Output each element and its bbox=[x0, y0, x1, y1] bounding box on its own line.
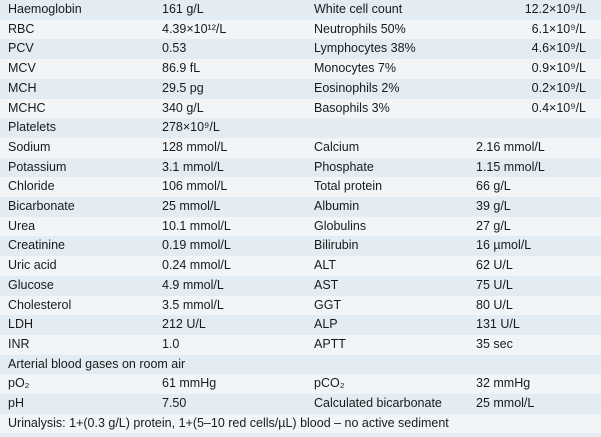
lab-row bbox=[0, 276, 601, 296]
test-value: 0.53 bbox=[162, 41, 187, 56]
lab-row bbox=[0, 236, 601, 256]
test-name-2: Calcium bbox=[314, 139, 360, 154]
test-name-2: Monocytes 7% bbox=[314, 61, 396, 76]
test-value: 4.9 mmol/L bbox=[162, 277, 224, 292]
test-name-2: GGT bbox=[314, 297, 342, 312]
test-name: MCHC bbox=[8, 100, 46, 115]
lab-row bbox=[0, 256, 601, 276]
test-value: 106 mmol/L bbox=[162, 179, 228, 194]
test-value-2: 131 U/L bbox=[476, 317, 520, 332]
test-value: 86.9 fL bbox=[162, 61, 201, 76]
test-value: 161 g/L bbox=[162, 2, 204, 16]
test-name: Platelets bbox=[8, 120, 56, 135]
lab-row bbox=[0, 374, 601, 394]
test-name: INR bbox=[8, 336, 30, 351]
test-value-2: 25 mmol/L bbox=[476, 396, 535, 410]
abg-heading: Arterial blood gases on room air bbox=[8, 356, 186, 371]
urinalysis-row bbox=[0, 414, 601, 434]
test-name: Chloride bbox=[8, 179, 55, 194]
test-value: 25 mmol/L bbox=[162, 199, 221, 213]
test-value-2: 66 g/L bbox=[476, 179, 511, 194]
test-name: Sodium bbox=[8, 139, 51, 154]
test-name-2: Calculated bicarbonate bbox=[314, 396, 442, 410]
test-value-2: 0.2×10⁹/L bbox=[531, 80, 586, 95]
test-name-2: Globulins bbox=[314, 218, 367, 233]
lab-row bbox=[0, 217, 601, 237]
test-name: Haemoglobin bbox=[8, 2, 82, 16]
test-value-2: 75 U/L bbox=[476, 277, 513, 292]
test-name-2: Bilirubin bbox=[314, 238, 359, 253]
test-value: 212 U/L bbox=[162, 317, 206, 332]
test-value: 10.1 mmol/L bbox=[162, 218, 231, 233]
test-name: pO₂ bbox=[8, 376, 30, 391]
test-name-2: Lymphocytes 38% bbox=[314, 41, 416, 56]
test-value-2: 0.4×10⁹/L bbox=[531, 100, 586, 115]
test-value-2: 27 g/L bbox=[476, 218, 511, 233]
lab-row bbox=[0, 394, 601, 414]
test-value-2: 4.6×10⁹/L bbox=[531, 41, 586, 56]
test-name: Uric acid bbox=[8, 258, 57, 273]
test-name: LDH bbox=[8, 317, 34, 332]
test-name: Creatinine bbox=[8, 238, 65, 253]
test-value: 3.1 mmol/L bbox=[162, 159, 224, 174]
test-value-2: 32 mmHg bbox=[476, 376, 531, 391]
test-name-2: APTT bbox=[314, 336, 346, 351]
test-value: 0.24 mmol/L bbox=[162, 258, 231, 273]
test-name: Urea bbox=[8, 218, 36, 233]
urinalysis-text: Urinalysis: 1+(0.3 g/L) protein, 1+(5–10 red cells/µL) blood – no active sediment bbox=[8, 415, 449, 430]
test-name-2: pCO₂ bbox=[314, 376, 345, 391]
test-name: pH bbox=[8, 396, 24, 410]
test-name-2: Neutrophils 50% bbox=[314, 21, 406, 36]
test-value-2: 35 sec bbox=[476, 336, 513, 351]
test-value: 340 g/L bbox=[162, 100, 204, 115]
test-value-2: 1.15 mmol/L bbox=[476, 159, 545, 174]
test-value: 3.5 mmol/L bbox=[162, 297, 224, 312]
lab-row bbox=[0, 177, 601, 197]
test-value: 0.19 mmol/L bbox=[162, 238, 231, 253]
test-value: 278×10⁹/L bbox=[162, 120, 220, 135]
lab-row bbox=[0, 20, 601, 40]
test-name: PCV bbox=[8, 41, 34, 56]
lab-row bbox=[0, 39, 601, 59]
test-value-2: 12.2×10⁹/L bbox=[524, 2, 586, 16]
lab-row bbox=[0, 315, 601, 335]
test-name-2: Albumin bbox=[314, 199, 360, 213]
test-name-2: White cell count bbox=[314, 2, 403, 16]
lab-row bbox=[0, 138, 601, 158]
lab-row bbox=[0, 296, 601, 316]
lab-row bbox=[0, 335, 601, 355]
test-value: 1.0 bbox=[162, 336, 180, 351]
test-name: MCH bbox=[8, 80, 37, 95]
lab-row bbox=[0, 0, 601, 20]
test-name-2: Basophils 3% bbox=[314, 100, 390, 115]
test-name-2: Total protein bbox=[314, 179, 383, 194]
test-name: Bicarbonate bbox=[8, 199, 75, 213]
lab-row bbox=[0, 118, 601, 138]
test-name-2: Phosphate bbox=[314, 159, 374, 174]
test-name: Potassium bbox=[8, 159, 67, 174]
test-value-2: 16 µmol/L bbox=[476, 238, 532, 253]
abg-heading-row bbox=[0, 355, 601, 375]
test-value-2: 62 U/L bbox=[476, 258, 513, 273]
test-name: RBC bbox=[8, 21, 35, 36]
test-value-2: 80 U/L bbox=[476, 297, 513, 312]
test-value: 7.50 bbox=[162, 396, 187, 410]
test-value: 61 mmHg bbox=[162, 376, 217, 391]
test-value-2: 39 g/L bbox=[476, 199, 511, 213]
lab-row bbox=[0, 59, 601, 79]
lab-row bbox=[0, 158, 601, 178]
lab-row bbox=[0, 99, 601, 119]
test-name-2: Eosinophils 2% bbox=[314, 80, 400, 95]
test-name: Glucose bbox=[8, 277, 54, 292]
test-value: 4.39×10¹²/L bbox=[162, 21, 227, 36]
test-value: 128 mmol/L bbox=[162, 139, 228, 154]
test-value: 29.5 pg bbox=[162, 80, 204, 95]
lab-row bbox=[0, 197, 601, 217]
test-value-2: 2.16 mmol/L bbox=[476, 139, 545, 154]
test-value-2: 0.9×10⁹/L bbox=[531, 61, 586, 76]
test-value-2: 6.1×10⁹/L bbox=[531, 21, 586, 36]
test-name: Cholesterol bbox=[8, 297, 72, 312]
test-name-2: ALT bbox=[314, 258, 336, 273]
lab-row bbox=[0, 79, 601, 99]
test-name-2: AST bbox=[314, 277, 339, 292]
test-name-2: ALP bbox=[314, 317, 338, 332]
test-name: MCV bbox=[8, 61, 36, 76]
